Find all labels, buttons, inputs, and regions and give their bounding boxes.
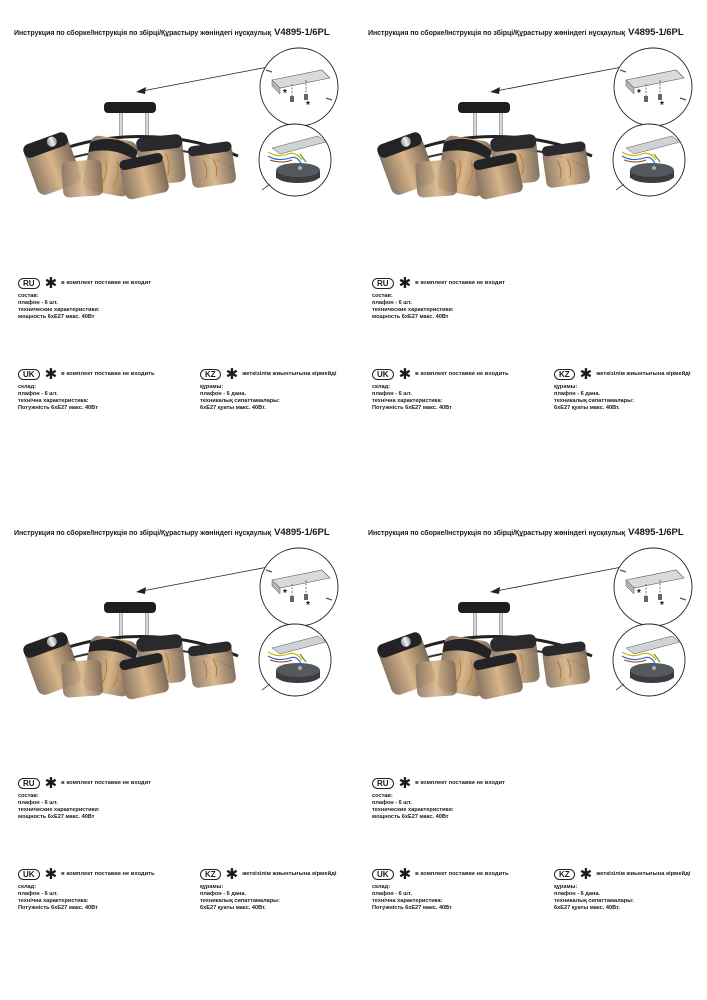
shade-count: плафон - 6 шт. (372, 891, 412, 898)
power-spec: Потужність 6xE27 макс. 40Вт (372, 905, 452, 912)
section-uk (372, 365, 509, 413)
shade-count: плафон - 6 шт. (18, 300, 58, 307)
lang-badge-uk: UK (372, 869, 394, 880)
not-included-mark: * (660, 100, 664, 111)
section-kz (200, 865, 337, 913)
power-spec: мощность 6xE27 макс. 40Вт (372, 814, 449, 821)
lang-badge-ru: RU (18, 278, 40, 289)
section-kz (554, 365, 691, 413)
not-included-note: в комплект поставки не входить (415, 870, 509, 877)
arrow-icon (490, 567, 622, 594)
composition-label: склад: (18, 884, 37, 890)
lamp-illustration (376, 102, 592, 200)
instruction-sheet-top-right (354, 0, 707, 500)
specs-label: технічна характеристика: (372, 898, 443, 905)
lang-badge-uk: UK (18, 369, 40, 380)
section-kz (554, 865, 691, 913)
title-text: Инструкция по сборке/Інструкція по збірці/Құрастыру жөніндегі нұсқаулық (14, 30, 272, 37)
wiring-diagram (259, 124, 331, 196)
asterisk-icon: ✱ (44, 774, 58, 792)
lamp-illustration (22, 602, 238, 700)
lang-badge-ru: RU (18, 778, 40, 789)
section-uk (18, 365, 155, 413)
not-included-note: в комплект поставки не входить (415, 370, 509, 377)
section-uk (18, 865, 155, 913)
specs-label: техникалық сипаттамалары: (200, 898, 280, 905)
shade-count: плафон - 6 дана. (200, 891, 247, 898)
not-included-mark: * (660, 600, 664, 611)
asterisk-icon: ✱ (44, 365, 58, 383)
not-included-note: в комплект поставки не входит (61, 279, 151, 286)
arrow-icon (136, 567, 268, 594)
instruction-sheet-bottom-left (0, 500, 353, 1000)
composition-label: склад: (372, 384, 391, 390)
lamp-assembly-illustration (354, 500, 707, 760)
power-spec: 6xE27 қуаты макс. 40Вт. (200, 905, 266, 912)
composition-label: склад: (372, 884, 391, 890)
not-included-mark: * (637, 588, 641, 599)
shade-count: плафон - 6 шт. (372, 300, 412, 307)
power-spec: 6xE27 қуаты макс. 40Вт. (200, 405, 266, 412)
specs-label: технические характеристики: (372, 807, 454, 814)
power-spec: 6xE27 қуаты макс. 40Вт. (554, 905, 620, 912)
model-number: V4895-1/6PL (274, 27, 330, 38)
section-kz (200, 365, 337, 413)
title-text: Инструкция по сборке/Інструкція по збірці/Құрастыру жөніндегі нұсқаулық (368, 30, 626, 37)
asterisk-icon: ✱ (398, 365, 412, 383)
instruction-sheet-bottom-right (354, 500, 707, 1000)
shade-count: плафон - 6 шт. (18, 891, 58, 898)
shade-count: плафон - 6 шт. (18, 800, 58, 807)
shade-count: плафон - 6 дана. (554, 391, 601, 398)
lang-badge-uk: UK (372, 369, 394, 380)
lang-badge-ru: RU (372, 778, 394, 789)
not-included-mark: * (306, 100, 310, 111)
lamp-assembly-illustration (354, 0, 707, 260)
not-included-note: жеткізілім жиынтығына кірмейді (596, 370, 691, 377)
title-text: Инструкция по сборке/Інструкція по збірці/Құрастыру жөніндегі нұсқаулық (368, 530, 626, 537)
lamp-illustration (376, 602, 592, 700)
asterisk-icon: ✱ (398, 274, 412, 292)
specs-label: техникалық сипаттамалары: (554, 898, 634, 905)
specs-label: технические характеристики: (18, 807, 100, 814)
mounting-bracket-diagram (260, 48, 338, 126)
power-spec: мощность 6xE27 макс. 40Вт (18, 314, 95, 321)
specs-label: технічна характеристика: (18, 898, 89, 905)
not-included-note: в комплект поставки не входить (61, 870, 155, 877)
not-included-note: в комплект поставки не входить (61, 370, 155, 377)
mounting-bracket-diagram (614, 48, 692, 126)
shade-count: плафон - 6 дана. (200, 391, 247, 398)
composition-label: состав: (18, 793, 39, 799)
shade-count: плафон - 6 шт. (18, 391, 58, 398)
not-included-mark: * (283, 588, 287, 599)
specs-label: техникалық сипаттамалары: (554, 398, 634, 405)
specs-label: технические характеристики: (18, 307, 100, 314)
asterisk-icon: ✱ (44, 274, 58, 292)
power-spec: 6xE27 қуаты макс. 40Вт. (554, 405, 620, 412)
composition-label: склад: (18, 384, 37, 390)
composition-label: состав: (18, 293, 39, 299)
composition-label: состав: (372, 293, 393, 299)
model-number: V4895-1/6PL (628, 27, 684, 38)
model-number: V4895-1/6PL (628, 527, 684, 538)
specs-label: технические характеристики: (372, 307, 454, 314)
not-included-note: жеткізілім жиынтығына кірмейді (242, 870, 337, 877)
shade-count: плафон - 6 дана. (554, 891, 601, 898)
lang-badge-kz: KZ (200, 869, 221, 880)
lang-badge-kz: KZ (554, 869, 575, 880)
section-ru (372, 774, 505, 822)
power-spec: мощность 6xE27 макс. 40Вт (18, 814, 95, 821)
not-included-mark: * (306, 600, 310, 611)
arrow-icon (490, 67, 622, 94)
asterisk-icon: ✱ (225, 865, 239, 883)
composition-label: құрамы: (200, 884, 224, 890)
mounting-bracket-diagram (260, 548, 338, 626)
power-spec: мощность 6xE27 макс. 40Вт (372, 314, 449, 321)
mounting-bracket-diagram (614, 548, 692, 626)
composition-label: құрамы: (554, 884, 578, 890)
asterisk-icon: ✱ (225, 365, 239, 383)
power-spec: Потужність 6xE27 макс. 40Вт (18, 405, 98, 412)
composition-label: құрамы: (200, 384, 224, 390)
not-included-note: жеткізілім жиынтығына кірмейді (242, 370, 337, 377)
shade-count: плафон - 6 шт. (372, 800, 412, 807)
model-number: V4895-1/6PL (274, 527, 330, 538)
shade-count: плафон - 6 шт. (372, 391, 412, 398)
wiring-diagram (259, 624, 331, 696)
composition-label: состав: (372, 793, 393, 799)
asterisk-icon: ✱ (398, 774, 412, 792)
section-uk (372, 865, 509, 913)
lang-badge-kz: KZ (200, 369, 221, 380)
wiring-diagram (613, 624, 685, 696)
lang-badge-ru: RU (372, 278, 394, 289)
arrow-icon (136, 67, 268, 94)
lamp-assembly-illustration (0, 0, 353, 260)
instruction-sheet-top-left (0, 0, 353, 500)
asterisk-icon: ✱ (579, 865, 593, 883)
not-included-note: жеткізілім жиынтығына кірмейді (596, 870, 691, 877)
lamp-illustration (22, 102, 238, 200)
section-ru (18, 274, 151, 322)
not-included-note: в комплект поставки не входит (415, 779, 505, 786)
asterisk-icon: ✱ (398, 865, 412, 883)
power-spec: Потужність 6xE27 макс. 40Вт (372, 405, 452, 412)
title-text: Инструкция по сборке/Інструкція по збірці/Құрастыру жөніндегі нұсқаулық (14, 530, 272, 537)
not-included-mark: * (637, 88, 641, 99)
wiring-diagram (613, 124, 685, 196)
section-ru (18, 774, 151, 822)
not-included-mark: * (283, 88, 287, 99)
lang-badge-uk: UK (18, 869, 40, 880)
specs-label: технічна характеристика: (18, 398, 89, 405)
specs-label: технічна характеристика: (372, 398, 443, 405)
lang-badge-kz: KZ (554, 369, 575, 380)
specs-label: техникалық сипаттамалары: (200, 398, 280, 405)
asterisk-icon: ✱ (579, 365, 593, 383)
section-ru (372, 274, 505, 322)
asterisk-icon: ✱ (44, 865, 58, 883)
not-included-note: в комплект поставки не входит (415, 279, 505, 286)
power-spec: Потужність 6xE27 макс. 40Вт (18, 905, 98, 912)
not-included-note: в комплект поставки не входит (61, 779, 151, 786)
composition-label: құрамы: (554, 384, 578, 390)
lamp-assembly-illustration (0, 500, 353, 760)
